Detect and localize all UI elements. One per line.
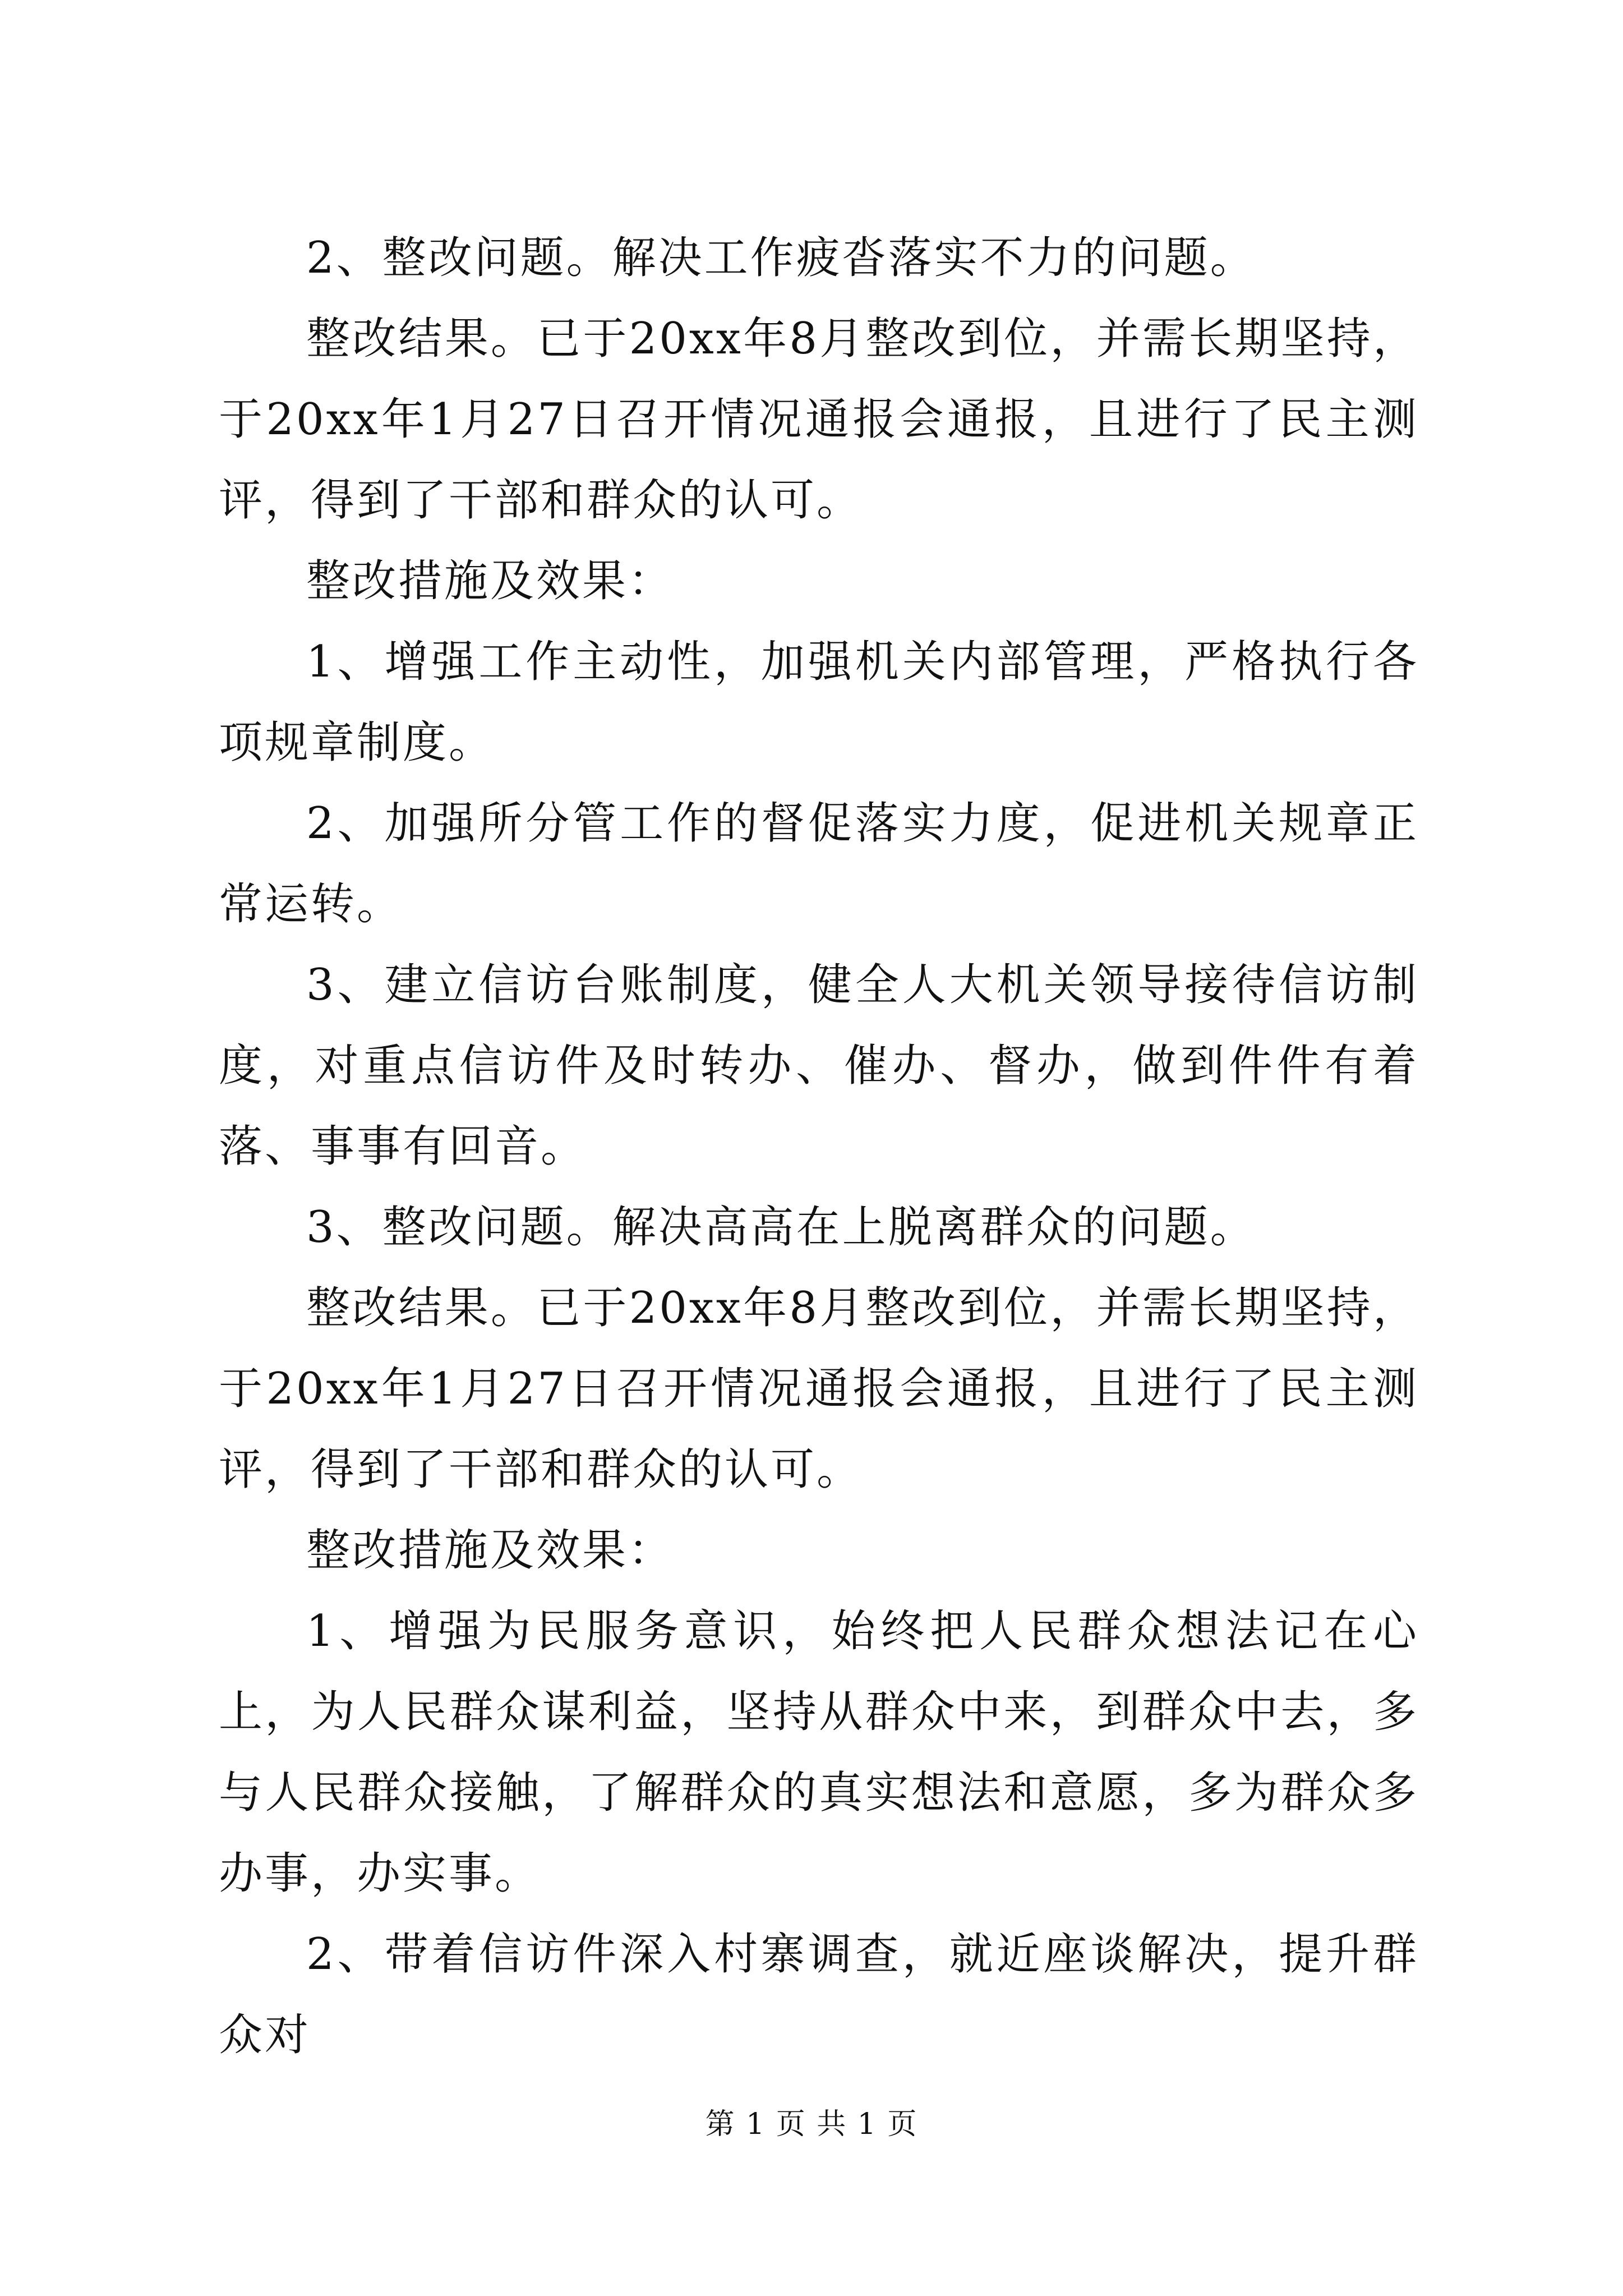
document-body <box>219 218 1419 2076</box>
paragraph-measures-heading-2: 整改措施及效果： <box>306 1525 675 1576</box>
paragraph-result-2: 整改结果。已于20xx年8月整改到位，并需长期坚持，于20xx年1月27日召开情况通报会通报，且进行了民主测评，得到了干部和群众的认可。 <box>219 1283 1419 1495</box>
page-footer <box>0 2105 1623 2144</box>
paragraph-result-1: 整改结果。已于20xx年8月整改到位，并需长期坚持，于20xx年1月27日召开情况通报会通报，且进行了民主测评，得到了干部和群众的认可。 <box>219 314 1419 526</box>
paragraph-measure-3: 3、建立信访台账制度，健全人大机关领导接待信访制度，对重点信访件及时转办、催办、督办，做到件件有着落、事事有回音。 <box>219 960 1419 1172</box>
paragraph-measures-heading-1: 整改措施及效果： <box>306 556 675 606</box>
page-number-label: 第 1 页 共 1 页 <box>705 2108 918 2141</box>
paragraph-measure-2: 2、加强所分管工作的督促落实力度，促进机关规章正常运转。 <box>219 798 1419 930</box>
paragraph-measure-1: 1、增强工作主动性，加强机关内部管理，严格执行各项规章制度。 <box>219 637 1419 768</box>
paragraph-measure-5: 2、带着信访件深入村寨调查，就近座谈解决，提升群众对 <box>219 1929 1419 2060</box>
paragraph-issue-3: 3、整改问题。解决高高在上脱离群众的问题。 <box>306 1202 1256 1253</box>
paragraph-issue-2: 2、整改问题。解决工作疲沓落实不力的问题。 <box>306 233 1256 283</box>
paragraph-measure-4: 1、增强为民服务意识，始终把人民群众想法记在心上，为人民群众谋利益，坚持从群众中来，到群众中去，多与人民群众接触，了解群众的真实想法和意愿，多为群众多办事，办实事。 <box>219 1606 1419 1899</box>
